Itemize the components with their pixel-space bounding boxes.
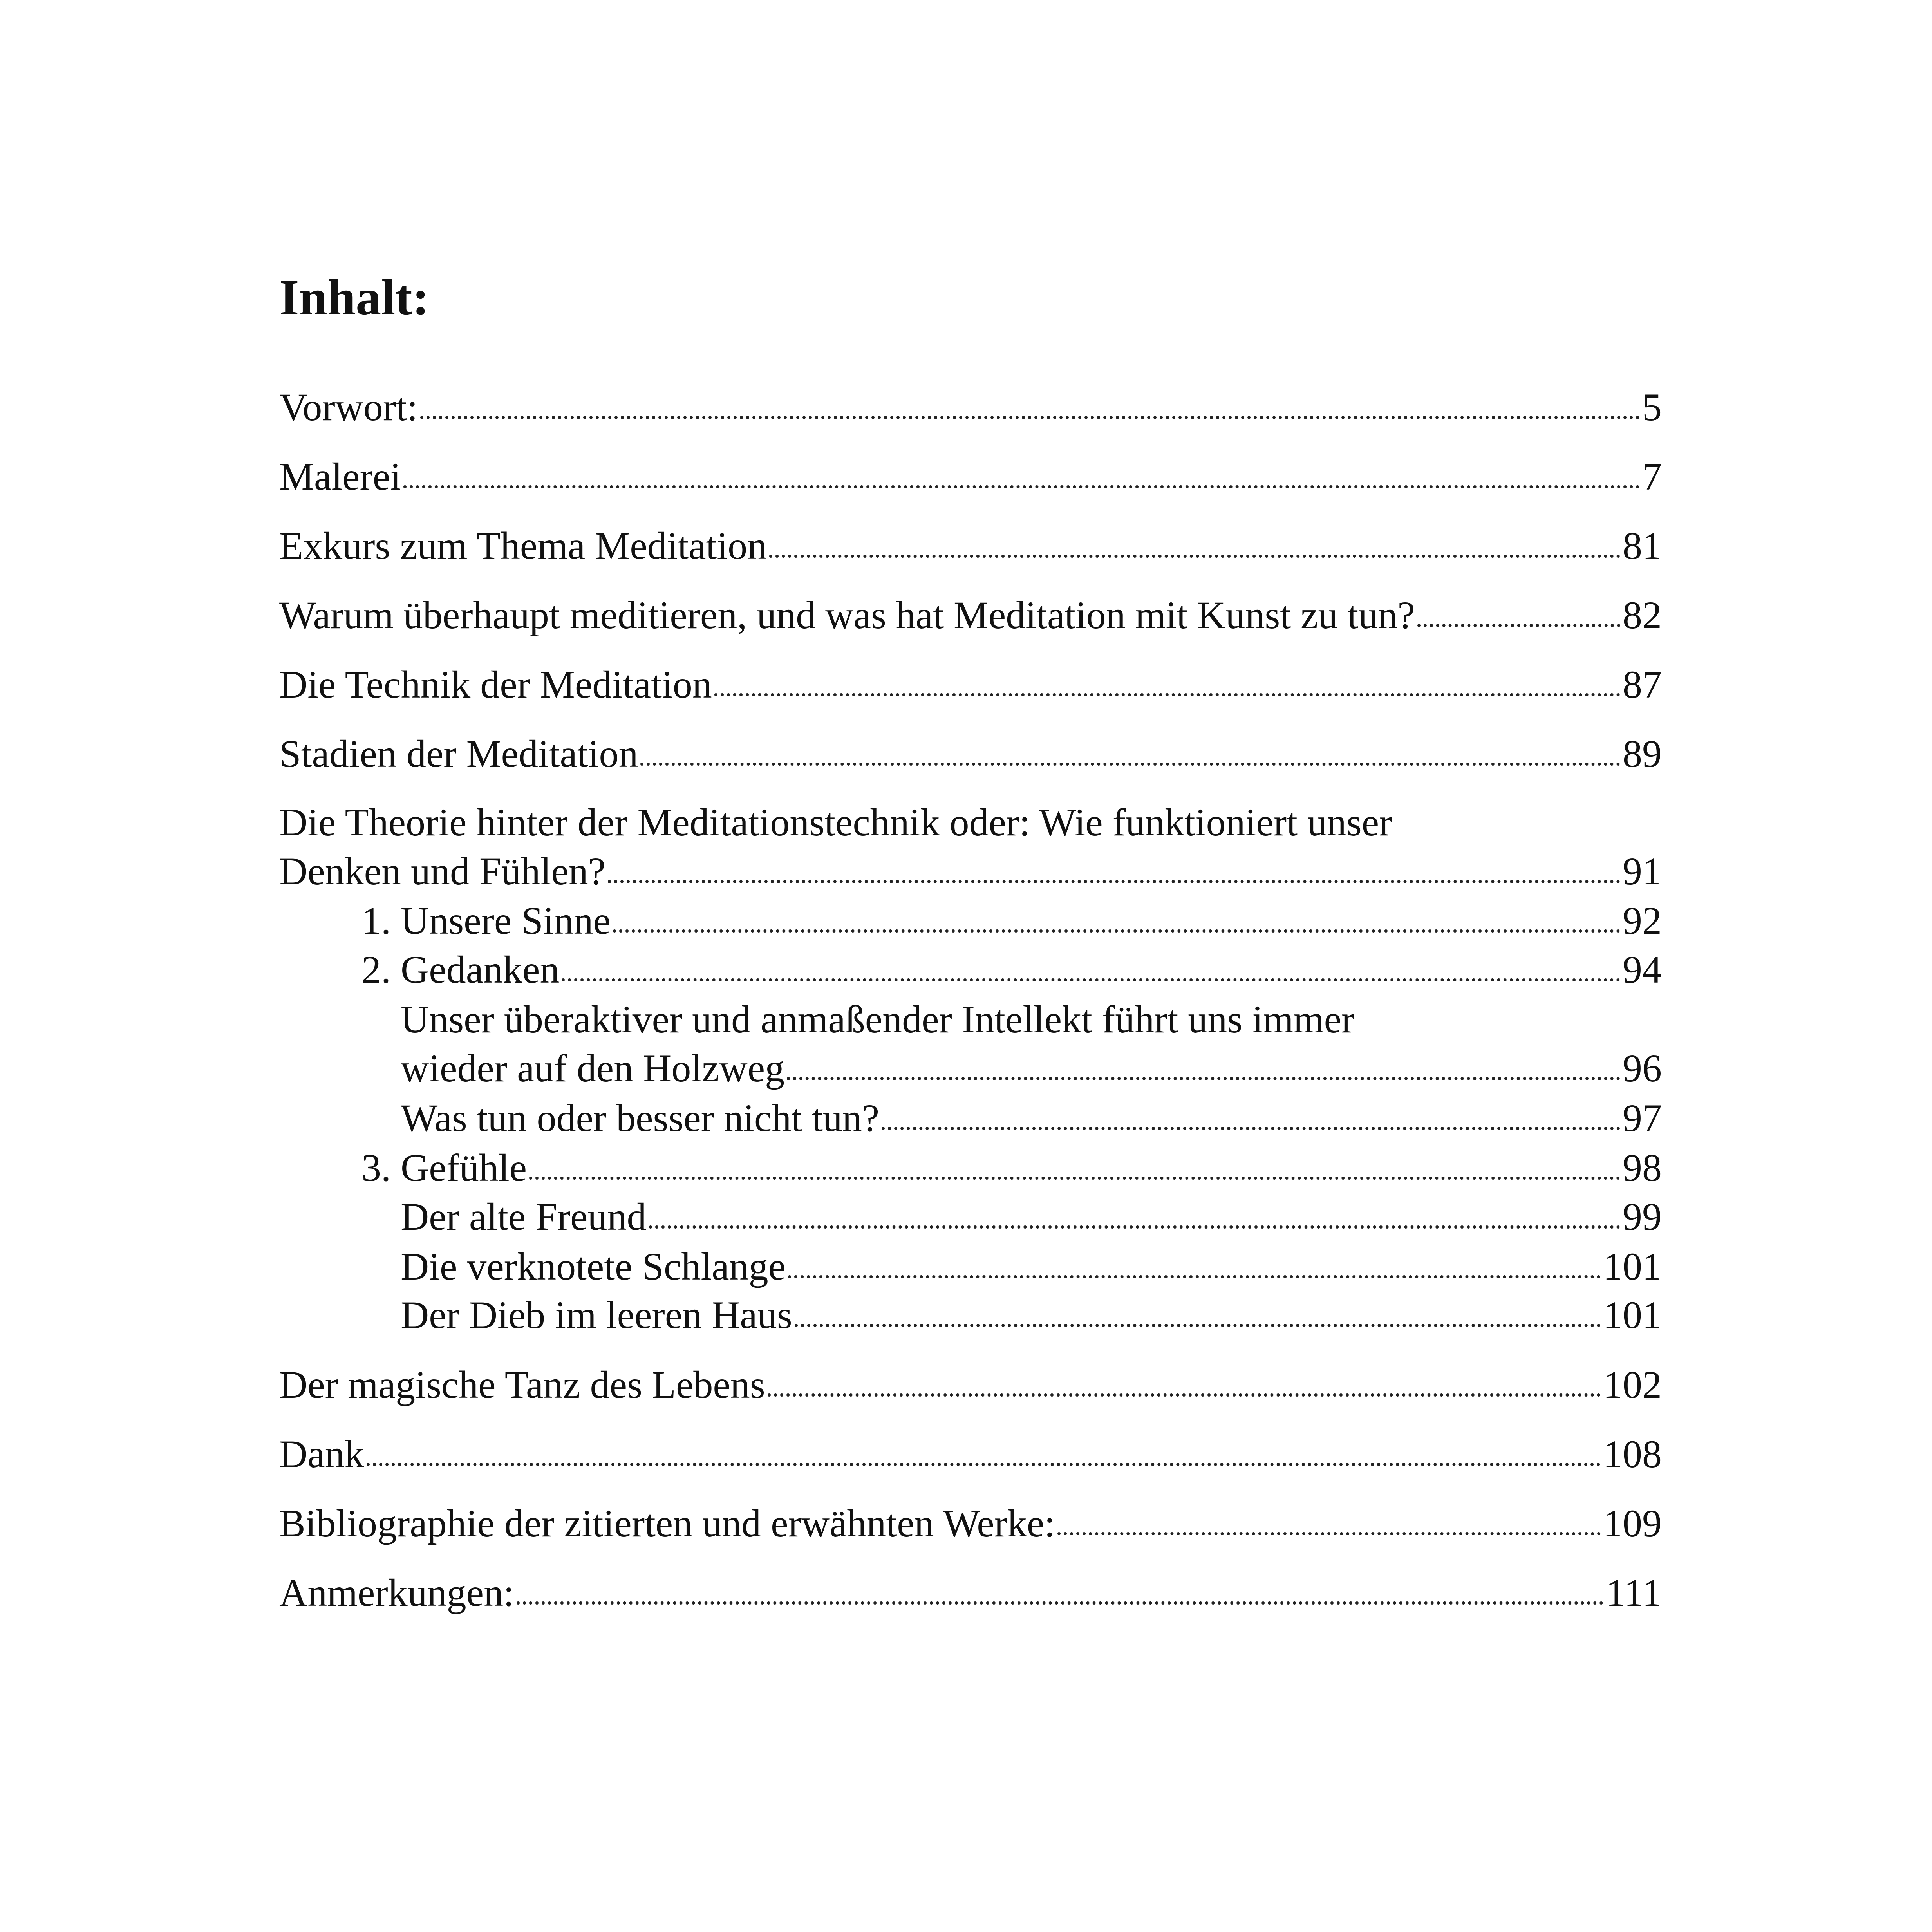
toc-entry-warum[interactable] <box>279 592 1662 639</box>
toc-entry-label: 3. Gefühle <box>361 1146 527 1189</box>
toc-entry-page: 97 <box>1623 1096 1662 1140</box>
dot-leader <box>640 763 1620 766</box>
toc-entry-page: 89 <box>1623 732 1662 775</box>
toc-entry-page: 94 <box>1623 948 1662 991</box>
toc-entry-alte-freund[interactable] <box>401 1193 1662 1240</box>
toc-entry-theorie[interactable] <box>279 799 1662 897</box>
dot-leader <box>768 1393 1601 1397</box>
toc-entry-page: 101 <box>1603 1293 1662 1337</box>
toc-entry-dank[interactable] <box>279 1431 1662 1478</box>
dot-leader <box>787 1077 1620 1080</box>
dot-leader <box>613 929 1620 933</box>
dot-leader <box>795 1324 1601 1327</box>
toc-entry-page: 82 <box>1623 593 1662 637</box>
toc-entry-page: 99 <box>1623 1195 1662 1238</box>
toc-entry-malerei[interactable] <box>279 453 1662 500</box>
toc-entry-technik[interactable] <box>279 661 1662 708</box>
toc-entry-label: 1. Unsere Sinne <box>361 899 611 942</box>
toc-entry-label: Der Dieb im leeren Haus <box>401 1293 792 1337</box>
toc-title: Inhalt: <box>279 269 429 326</box>
toc-entry-anmerkungen[interactable] <box>279 1569 1662 1616</box>
toc-entry-label: Der alte Freund <box>401 1195 647 1238</box>
toc-entry-gedanken[interactable] <box>361 946 1662 993</box>
toc-entry-page: 102 <box>1603 1363 1662 1406</box>
dot-leader <box>608 880 1620 883</box>
toc-entry-label-line1: Die Theorie hinter der Meditationstechnik oder: Wie funktioniert unser <box>279 801 1392 844</box>
toc-entry-page: 98 <box>1623 1146 1662 1189</box>
toc-entry-exkurs[interactable] <box>279 522 1662 569</box>
dot-leader <box>517 1601 1604 1605</box>
toc-entry-page: 81 <box>1623 524 1662 567</box>
dot-leader <box>562 978 1620 981</box>
toc-entry-page: 101 <box>1603 1245 1662 1288</box>
toc-entry-page: 87 <box>1623 663 1662 706</box>
toc-entry-page: 7 <box>1642 455 1662 498</box>
toc-entry-dieb[interactable] <box>401 1292 1662 1339</box>
toc-entry-label: Dank <box>279 1432 364 1476</box>
toc-entry-page: 109 <box>1603 1502 1662 1545</box>
toc-entry-label: Malerei <box>279 455 401 498</box>
toc-entry-label: Die verknotete Schlange <box>401 1245 786 1288</box>
dot-leader <box>1417 624 1620 627</box>
toc-entry-label: 2. Gedanken <box>361 948 560 991</box>
toc-entry-label: Stadien der Meditation <box>279 732 638 775</box>
toc-entry-label: Was tun oder besser nicht tun? <box>401 1096 880 1140</box>
toc-entry-label: Die Technik der Meditation <box>279 663 712 706</box>
dot-leader <box>529 1177 1620 1180</box>
toc-entry-was-tun[interactable] <box>401 1095 1662 1142</box>
toc-entry-label: Denken und Fühlen? <box>279 849 606 893</box>
toc-entry-page: 96 <box>1623 1046 1662 1090</box>
toc-entry-label: Anmerkungen: <box>279 1571 514 1614</box>
toc-entry-label-line1: Unser überaktiver und anmaßender Intellekt führt uns immer <box>401 998 1355 1041</box>
toc-entry-label: Vorwort: <box>279 385 418 429</box>
dot-leader <box>714 693 1620 696</box>
toc-entry-page: 5 <box>1642 385 1662 429</box>
toc-entry-tanz[interactable] <box>279 1361 1662 1408</box>
table-of-contents <box>279 0 1662 1932</box>
dot-leader <box>367 1463 1601 1466</box>
toc-entry-label: Warum überhaupt meditieren, und was hat Meditation mit Kunst zu tun? <box>279 593 1415 637</box>
toc-entry-page: 91 <box>1623 849 1662 893</box>
toc-entry-label: Exkurs zum Thema Meditation <box>279 524 767 567</box>
dot-leader <box>649 1225 1620 1229</box>
toc-entry-gefuehle[interactable] <box>361 1144 1662 1191</box>
dot-leader <box>403 485 1640 488</box>
toc-entry-page: 111 <box>1606 1571 1662 1614</box>
toc-entry-stadien[interactable] <box>279 730 1662 777</box>
toc-entry-schlange[interactable] <box>401 1243 1662 1290</box>
toc-entry-bibliographie[interactable] <box>279 1500 1662 1547</box>
dot-leader <box>769 555 1620 558</box>
dot-leader <box>1057 1532 1601 1535</box>
toc-entry-vorwort[interactable] <box>279 384 1662 431</box>
toc-entry-label: wieder auf den Holzweg <box>401 1046 785 1090</box>
toc-entry-page: 92 <box>1623 899 1662 942</box>
toc-entry-label: Der magische Tanz des Lebens <box>279 1363 765 1406</box>
dot-leader <box>420 416 1640 419</box>
dot-leader <box>788 1275 1601 1278</box>
toc-entry-page: 108 <box>1603 1432 1662 1476</box>
toc-entry-sinne[interactable] <box>361 897 1662 944</box>
dot-leader <box>882 1127 1620 1130</box>
toc-entry-intellekt[interactable] <box>401 996 1662 1094</box>
toc-entry-label: Bibliographie der zitierten und erwähnten Werke: <box>279 1502 1055 1545</box>
